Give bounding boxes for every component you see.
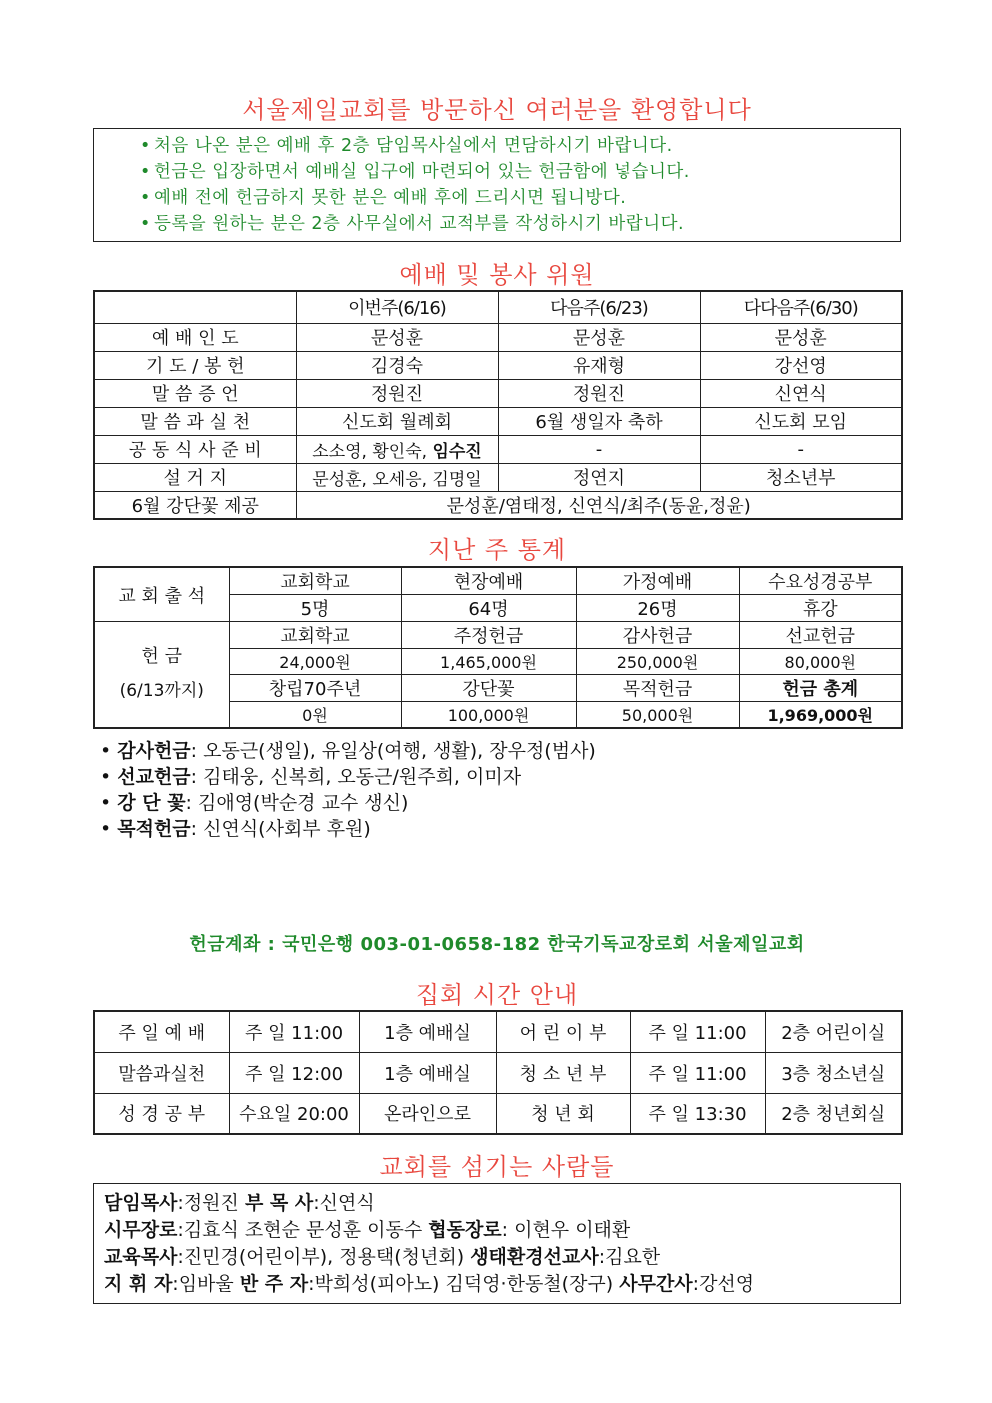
stats-cell: 250,000원 [576,649,739,675]
duty-cell: 강선영 [700,351,902,379]
duty-bold-name: 임수진 [432,441,482,462]
duty-title: 예배 및 봉사 위원 [399,261,595,289]
duty-role: 말 씀 과 실 천 [94,407,296,435]
duty-role: 설 거 지 [94,463,296,491]
duty-role: 공 동 식 사 준 비 [94,435,296,463]
offering-sub: (6/13까지) [119,681,204,702]
welcome-item: • 헌금은 입장하면서 예배실 입구에 마련되어 있는 헌금함에 넣습니다. [140,162,690,182]
duty-cell: 김경숙 [296,351,498,379]
meeting-cell: 주 일 11:00 [630,1052,765,1093]
duty-cell: 신도회 모임 [700,407,902,435]
meeting-cell: 주 일 예 배 [94,1011,229,1052]
meeting-cell: 온라인으로 [359,1093,496,1134]
stats-cell: 헌금 총계 [739,675,902,702]
people-line: 시무장로:김효식 조현순 문성훈 이동수 협동장로: 이현우 이태환 [104,1219,631,1241]
duty-header: 다음주(6/23) [498,291,700,323]
duty-header [94,291,296,323]
duty-header: 다다음주(6/30) [700,291,902,323]
people-box [93,1183,901,1304]
meeting-cell: 3층 청소년실 [765,1052,902,1093]
stats-cell: 교회학교 [229,567,401,595]
meeting-cell: 말씀과실천 [94,1052,229,1093]
meeting-row [94,1052,902,1093]
duty-cell: 문성훈, 오세응, 김명일 [296,463,498,491]
welcome-item: • 등록을 원하는 분은 2층 사무실에서 교적부를 작성하시기 바랍니다. [140,214,685,234]
note-line: • 감사헌금: 오동근(생일), 유일상(여행, 생활), 장우정(범사) [100,740,596,762]
duty-table [93,290,903,520]
meeting-cell: 2층 청년회실 [765,1093,902,1134]
meeting-cell: 주 일 11:00 [229,1011,359,1052]
duty-cell: 정원진 [296,379,498,407]
duty-cell: 정원진 [498,379,700,407]
meeting-cell: 주 일 13:30 [630,1093,765,1134]
duty-cell: 청소년부 [700,463,902,491]
stats-row [94,622,902,649]
stats-cell: 수요성경공부 [739,567,902,595]
welcome-list [94,129,900,237]
welcome-title: 서울제일교회를 방문하신 여러분을 환영합니다 [242,96,752,124]
stats-cell: 주정헌금 [401,622,576,649]
duty-cell: 문성훈 [498,323,700,351]
duty-cell: 정연지 [498,463,700,491]
meeting-row [94,1093,902,1134]
meeting-cell: 1층 예배실 [359,1052,496,1093]
stats-cell: 64명 [401,595,576,622]
duty-role: 기 도 / 봉 헌 [94,351,296,379]
stats-title: 지난 주 통계 [427,536,567,564]
people-title: 교회를 섬기는 사람들 [379,1153,615,1181]
meeting-cell: 어 린 이 부 [496,1011,630,1052]
stats-cell: 감사헌금 [576,622,739,649]
stats-table [93,566,903,729]
note-line: • 강 단 꽃: 김애영(박순경 교수 생신) [100,792,409,814]
duty-cell: 신도회 월례회 [296,407,498,435]
duty-row [94,435,902,463]
stats-cell: 0원 [229,702,401,728]
meeting-cell: 성 경 공 부 [94,1093,229,1134]
people-line: 교육목사:진민경(어린이부), 정용택(청년회) 생태환경선교사:김요한 [104,1246,661,1268]
offering-account: 헌금계좌 : 국민은행 003-01-0658-182 한국기독교장로회 서울제일교회 [189,934,805,955]
duty-cell: 문성훈 [296,323,498,351]
meeting-cell: 1층 예배실 [359,1011,496,1052]
duty-role: 예 배 인 도 [94,323,296,351]
note-line: • 선교헌금: 김태웅, 신복희, 오동근/원주희, 이미자 [100,766,522,788]
duty-cell: 유재형 [498,351,700,379]
people-line: 지 휘 자:임바울 반 주 자:박희성(피아노) 김덕영·한동철(장구) 사무간사:강선영 [104,1273,755,1295]
stats-cell: 교회학교 [229,622,401,649]
stats-cell: 26명 [576,595,739,622]
meeting-cell: 주 일 11:00 [630,1011,765,1052]
duty-row [94,463,902,491]
duty-cell: 문성훈 [700,323,902,351]
stats-cell: 휴강 [739,595,902,622]
stats-label [94,622,229,728]
offering-label: 헌 금 [141,646,182,668]
duty-role: 6월 강단꽃 제공 [94,491,296,519]
duty-cell: - [498,435,700,463]
stats-cell: 5명 [229,595,401,622]
stats-cell: 목적헌금 [576,675,739,702]
duty-row [94,379,902,407]
welcome-box [93,128,901,242]
stats-cell: 80,000원 [739,649,902,675]
duty-header: 이번주(6/16) [296,291,498,323]
duty-row [94,407,902,435]
note-line: • 목적헌금: 신연식(사회부 후원) [100,818,371,840]
stats-cell: 가정예배 [576,567,739,595]
stats-cell: 24,000원 [229,649,401,675]
people-line: 담임목사:정원진 부 목 사:신연식 [104,1192,375,1214]
duty-cell: 6월 생일자 축하 [498,407,700,435]
offering-notes [100,738,596,842]
stats-cell: 창립70주년 [229,675,401,702]
welcome-item: • 예배 전에 헌금하지 못한 분은 예배 후에 드리시면 됩니방다. [140,188,627,208]
duty-cell: - [700,435,902,463]
stats-cell: 선교헌금 [739,622,902,649]
stats-label: 교 회 출 석 [94,567,229,622]
stats-row [94,567,902,595]
duty-header-row [94,291,902,323]
meeting-cell: 주 일 12:00 [229,1052,359,1093]
meeting-row [94,1011,902,1052]
stats-cell: 50,000원 [576,702,739,728]
stats-total: 1,969,000원 [739,702,902,728]
duty-role: 말 씀 증 언 [94,379,296,407]
duty-cell: 소소영, 황인숙, 임수진 [296,435,498,463]
meetings-title: 집회 시간 안내 [415,981,579,1009]
stats-cell: 강단꽃 [401,675,576,702]
duty-row [94,491,902,519]
welcome-item: • 처음 나온 분은 예배 후 2층 담임목사실에서 면담하시기 바랍니다. [140,136,673,156]
meeting-cell: 2층 어린이실 [765,1011,902,1052]
duty-cell: 문성훈/염태정, 신연식/최주(동윤,정윤) [296,491,902,519]
meeting-cell: 청 년 회 [496,1093,630,1134]
stats-cell: 100,000원 [401,702,576,728]
meeting-cell: 수요일 20:00 [229,1093,359,1134]
duty-row [94,323,902,351]
meetings-table [93,1010,903,1135]
stats-cell: 1,465,000원 [401,649,576,675]
duty-cell: 신연식 [700,379,902,407]
meeting-cell: 청 소 년 부 [496,1052,630,1093]
stats-cell: 현장예배 [401,567,576,595]
duty-row [94,351,902,379]
